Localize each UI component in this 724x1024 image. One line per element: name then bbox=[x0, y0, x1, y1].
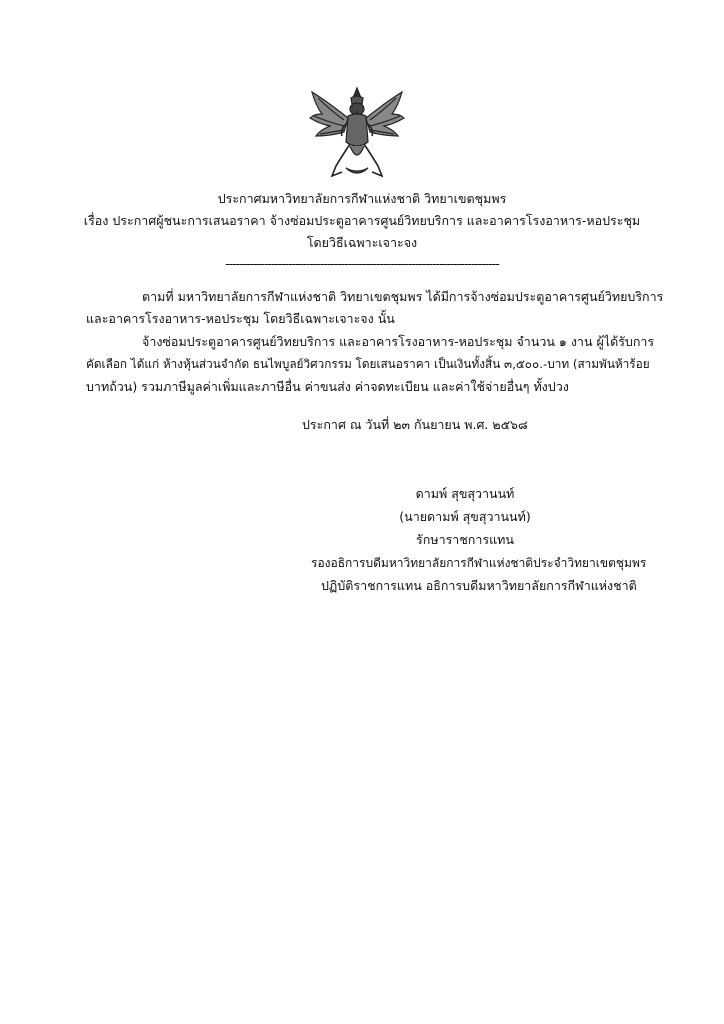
separator-line: ------------------------------------------------------------------------------ bbox=[225, 256, 499, 271]
signature-name: ดามพ์ สุขสุวานนท์ bbox=[415, 486, 515, 501]
signature-on-behalf: ปฏิบัติราชการแทน อธิการบดีมหาวิทยาลัยการกีฬาแห่งชาติ bbox=[321, 578, 637, 593]
signature-name-parenthetical: (นายดามพ์ สุขสุวานนท์) bbox=[399, 509, 531, 524]
announce-date: ประกาศ ณ วันที่ ๒๓ กันยายน พ.ศ. ๒๕๖๘ bbox=[302, 417, 528, 432]
garuda-emblem-icon bbox=[306, 84, 408, 182]
signature-acting: รักษาราชการแทน bbox=[416, 532, 514, 547]
subject-line: เรื่อง ประกาศผู้ชนะการเสนอราคา จ้างซ่อมประตูอาคารศูนย์วิทยบริการ และอาคารโรงอาหาร-หอประชุม bbox=[83, 213, 641, 228]
signature-position: รองอธิการบดีมหาวิทยาลัยการกีฬาแห่งชาติประจำวิทยาเขตชุมพร bbox=[311, 556, 647, 570]
document-title: ประกาศมหาวิทยาลัยการกีฬาแห่งชาติ วิทยาเขตชุมพร bbox=[217, 191, 507, 206]
body-paragraph-2-line-1: จ้างซ่อมประตูอาคารศูนย์วิทยบริการ และอาคารโรงอาหาร-หอประชุม จำนวน ๑ งาน ผู้ได้รับการ bbox=[142, 334, 655, 349]
body-paragraph-2-line-3: บาทถ้วน) รวมภาษีมูลค่าเพิ่มและภาษีอื่น ค่าขนส่ง ค่าจดทะเบียน และค่าใช้จ่ายอื่นๆ ทั้งปวง bbox=[86, 379, 569, 394]
body-paragraph-2-line-2: คัดเลือก ได้แก่ ห้างหุ้นส่วนจำกัด ธนไพบูลย์วิศวกรรม โดยเสนอราคา เป็นเงินทั้งสิ้น ๓,๕๐๐.-บาท (สามพันห้าร้อย bbox=[86, 357, 650, 371]
subject-line-method: โดยวิธีเฉพาะเจาะจง bbox=[306, 235, 418, 250]
body-paragraph-1-line-1: ตามที่ มหาวิทยาลัยการกีฬาแห่งชาติ วิทยาเขตชุมพร ได้มีการจ้างซ่อมประตูอาคารศูนย์วิทยบริการ bbox=[142, 289, 664, 304]
body-paragraph-1-line-2: และอาคารโรงอาหาร-หอประชุม โดยวิธีเฉพาะเจาะจง นั้น bbox=[86, 311, 395, 326]
